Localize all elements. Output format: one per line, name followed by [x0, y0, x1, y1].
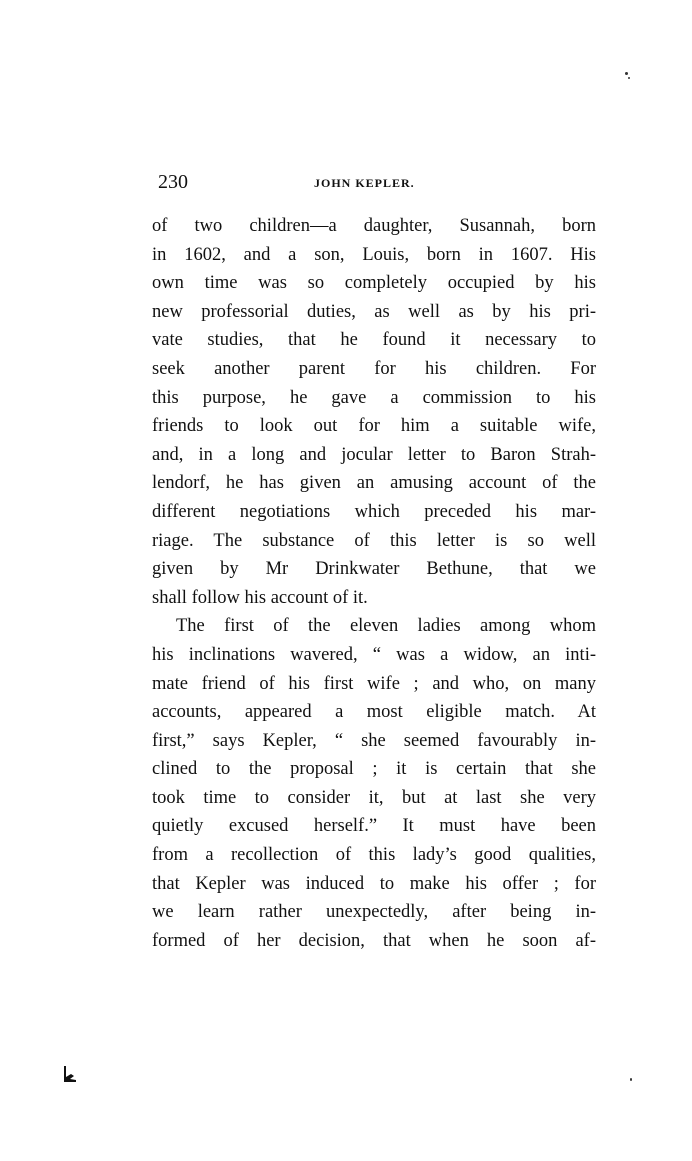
- text-line: formed of her decision, that when he soon af-: [152, 930, 596, 951]
- scan-speck-icon: [625, 72, 628, 75]
- text-line: seek another parent for his children. For: [152, 358, 596, 379]
- text-line: clined to the proposal ; it is certain that she: [152, 759, 596, 780]
- page-number: 230: [158, 171, 188, 193]
- text-line: vate studies, that he found it necessary to: [152, 330, 596, 351]
- text-line: first,” says Kepler, “ she seemed favourably in-: [152, 730, 596, 751]
- scan-corner-mark-icon: [62, 1065, 78, 1083]
- text-line: shall follow his account of it.: [152, 587, 368, 608]
- text-line: this purpose, he gave a commission to his: [152, 387, 596, 408]
- text-line: that Kepler was induced to make his offer ; for: [152, 873, 596, 894]
- scan-speck-icon: [630, 1078, 632, 1081]
- text-line: riage. The substance of this letter is so well: [152, 530, 596, 551]
- page-header: [158, 168, 594, 198]
- text-line: accounts, appeared a most eligible match. At: [152, 702, 596, 723]
- text-line: lendorf, he has given an amusing account of the: [152, 473, 596, 494]
- text-line: in 1602, and a son, Louis, born in 1607. His: [152, 244, 596, 265]
- text-line: own time was so completely occupied by his: [152, 273, 596, 294]
- text-line: given by Mr Drinkwater Bethune, that we: [152, 559, 596, 580]
- text-line: his inclinations wavered, “ was a widow, an inti-: [152, 644, 596, 665]
- text-line: new professorial duties, as well as by his pri-: [152, 301, 596, 322]
- text-line: quietly excused herself.” It must have been: [152, 816, 596, 837]
- text-line: different negotiations which preceded his mar-: [152, 501, 596, 522]
- running-head: JOHN KEPLER.: [314, 176, 415, 190]
- text-line: took time to consider it, but at last she very: [152, 787, 596, 808]
- body-text: [152, 212, 596, 955]
- paragraph-1: [152, 212, 596, 612]
- text-line: friends to look out for him a suitable wife,: [152, 416, 596, 437]
- text-line: of two children—a daughter, Susannah, born: [152, 216, 596, 236]
- scan-speck-icon: [628, 77, 630, 79]
- text-line: The first of the eleven ladies among whom: [176, 616, 596, 637]
- text-line: we learn rather unexpectedly, after being in-: [152, 902, 596, 923]
- text-line: mate friend of his first wife ; and who, on many: [152, 673, 596, 694]
- text-line: from a recollection of this lady’s good qualities,: [152, 845, 596, 866]
- text-line: and, in a long and jocular letter to Baron Strah-: [152, 444, 596, 465]
- paragraph-2: [152, 612, 596, 955]
